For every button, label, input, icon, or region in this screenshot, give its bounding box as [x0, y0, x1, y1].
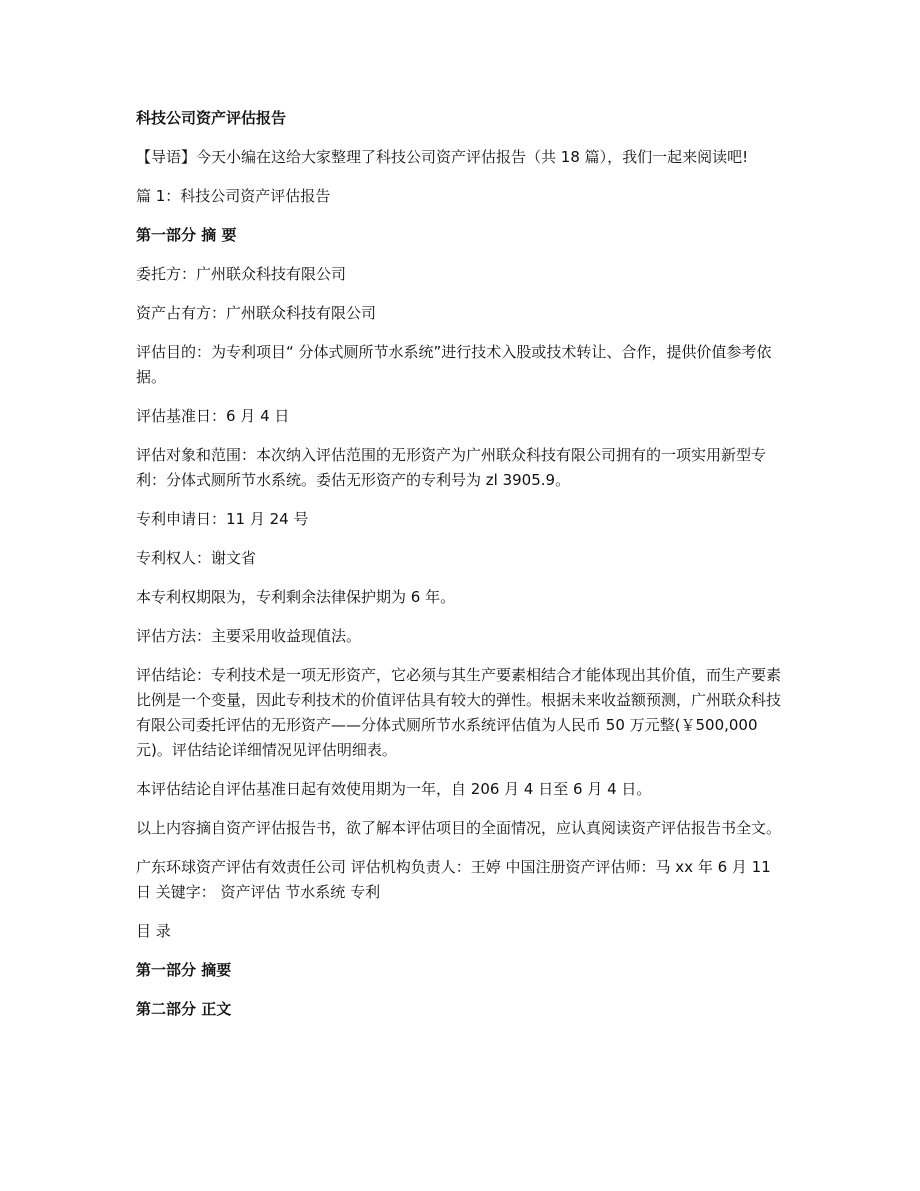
toc-part1: 第一部分 摘要: [136, 961, 232, 979]
application-date-line: 专利申请日：11 月 24 号: [136, 510, 309, 528]
term-line: 本专利权期限为，专利剩余法律保护期为 6 年。: [136, 588, 456, 606]
scope-paragraph: 评估对象和范围：本次纳入评估范围的无形资产为广州联众科技有限公司拥有的一项实用新型专利：分体式厕所节水系统。委估无形资产的专利号为 zl 3905.9。: [136, 446, 767, 489]
validity-line: 本评估结论自评估基准日起有效使用期为一年，自 206 月 4 日至 6 月 4 日。: [136, 780, 652, 798]
part1-heading: 第一部分 摘 要: [136, 226, 237, 244]
article-heading: 篇 1：科技公司资产评估报告: [136, 187, 331, 205]
patentee-line: 专利权人：谢文省: [136, 549, 257, 567]
intro-paragraph: 【导语】今天小编在这给大家整理了科技公司资产评估报告（共 18 篇），我们一起来阅读吧!: [136, 148, 749, 166]
method-line: 评估方法：主要采用收益现值法。: [136, 627, 362, 645]
document-page: [136, 106, 784, 1036]
conclusion-paragraph: 评估结论：专利技术是一项无形资产，它必须与其生产要素相结合才能体现出其价值，而生产要素比例是一个变量，因此专利技术的价值评估具有较大的弹性。根据未来收益额预测，广州联众科技有限公司委托评估的无形资产——分体式厕所节水系统评估值为人民币 50 万元整(￥500,000 元)。评估结论详细情况见评估明细表。: [136, 666, 782, 759]
signature-paragraph: 广东环球资产评估有效责任公司 评估机构负责人：王婷 中国注册资产评估师：马 xx 年 6 月 11 日 关键字： 资产评估 节水系统 专利: [136, 858, 771, 901]
doc-title: 科技公司资产评估报告: [136, 109, 287, 127]
purpose-paragraph: 评估目的：为专利项目“ 分体式厕所节水系统”进行技术入股或技术转让、合作，提供价值参考依据。: [136, 343, 772, 386]
toc-heading: 目 录: [136, 922, 171, 940]
client-line: 委托方：广州联众科技有限公司: [136, 265, 347, 283]
toc-part2: 第二部分 正文: [136, 1000, 232, 1018]
excerpt-note: 以上内容摘自资产评估报告书，欲了解本评估项目的全面情况，应认真阅读资产评估报告书全文。: [136, 819, 782, 837]
owner-line: 资产占有方：广州联众科技有限公司: [136, 304, 377, 322]
base-date-line: 评估基准日：6 月 4 日: [136, 407, 290, 425]
